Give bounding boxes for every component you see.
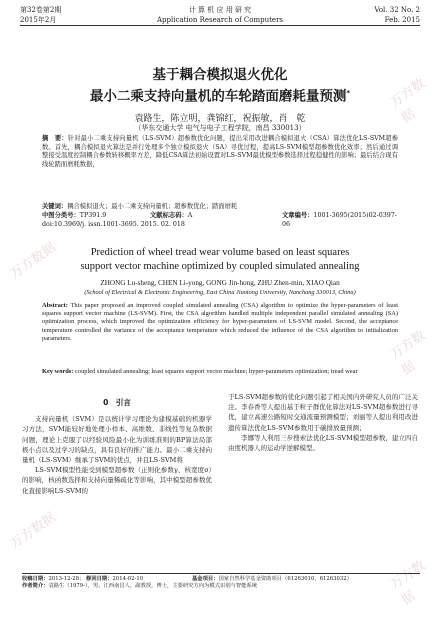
journal-date-en: Feb. 2015 — [384, 16, 420, 24]
keywords-en — [42, 368, 398, 376]
watermark: 万方数据 — [7, 240, 59, 283]
paper-title-cn — [20, 66, 420, 106]
abstract-cn-text: 针对最小二乘支持向量机（LS-SVM）超参数优化问题，提出采用改进耦合模拟退火（CSA）算法优化LS-SVM超参数。首先，耦合模拟退火算法是并行处理多个独立模拟退火（SA）寻优过程，提高LS-SVM模型超参数优化效率；然后通过调整接受温度控制耦合参数转移概率方差，降低CSA算法初始设置对LS-SVM最优模型参数选择过程稳健性的影响；最后结合现有线轮踏面磨耗数据， — [42, 135, 399, 168]
affiliation-en: (School of Electrical & Electronic Engineering, East China Jiaotong University, Nanchang 330013, China) — [84, 289, 356, 296]
keywords-cn — [42, 203, 398, 212]
header-center — [20, 5, 420, 25]
journal-name-en: Application Research of Computers — [156, 16, 284, 24]
fund-field — [192, 576, 352, 583]
body-paragraph: LS-SVM模型性能受到模型超参数（正则化参数γ、核宽度σ）的影响，核函数选择和支持向量稀疏化等影响，其中模型超参数优化直接影响LS-SVM的 — [22, 466, 212, 495]
keywords-en-label: Key words: — [42, 368, 74, 375]
journal-name-cn: 计 算 机 应 用 研 究 — [188, 6, 252, 14]
keywords-en-text: coupled simulated annealing; least squares support vector machine; hyper-parameters optimization; tread wear — [75, 368, 358, 375]
body-paragraph: 于LS-SVM超参数的优化问题引起了相关国内外研究人员的广泛关注。李春香等人提出基于粒子群优化算法对LS-SVM超参数进行寻优，建立高速公路短时交通流量预测模型；刘丽等人提出利用改进遗传算法优化LS-SVM参数用于碳排放量预测； — [228, 393, 418, 432]
revised-label: 修回日期： — [86, 576, 113, 582]
journal-date-cn: 2015年2月 — [20, 16, 57, 24]
authors-cn: 袁路生，陈立明，龚锦红，祝振敏，肖 乾 — [134, 114, 306, 124]
body-paragraph: 李娜等人利用三步搜索法优化LS-SVM模型超参数，建立四自由度机器人的运动学逆解模型。 — [228, 433, 418, 453]
body-paragraph: 支持向量机（SVM）是以统计学习理论为建模基础的机器学习方法，SVM能较好地处理小样本、高维数、非线性等复杂数据问题，理论上克服了以经验风险最小化为训练准则的BP算法局部极小点以及过学习的缺点，具有良好的推广能力。最小二乘支持向量机（LS-SVM）继承了SVM的优点，并且LS-SVM将 — [22, 415, 212, 465]
author-bio — [22, 583, 420, 590]
bio-text: 袁路生（1979-），男，江西南昌人，副教授，博士，主要研究方向为模式识别与智能系统 — [48, 583, 258, 590]
body-column-right — [228, 392, 418, 453]
received-date: 2013-12-28； — [48, 576, 85, 582]
revised-field — [86, 576, 143, 582]
body-column-left — [22, 392, 212, 496]
footnote-dates-row — [22, 576, 420, 583]
received-label: 收稿日期： — [22, 576, 49, 582]
abstract-cn-label: 摘 要： — [42, 135, 68, 142]
article-number-label: 文章编号： — [282, 212, 314, 219]
watermark: 万方数据 — [387, 76, 429, 127]
clc-field — [42, 212, 106, 219]
doc-code-value: A — [187, 212, 193, 219]
en-title-line-1: Prediction of wheel tread wear volume based on least squares — [90, 247, 350, 258]
clc-value: TP391.9 — [79, 212, 107, 219]
watermark: 万方数据 — [7, 510, 59, 553]
journal-volume-cn: 第32卷第2期 — [20, 6, 62, 14]
paper-title-en — [20, 246, 420, 274]
abstract-en — [42, 302, 398, 343]
journal-volume-en: Vol. 32 No. 2 — [374, 6, 420, 14]
watermark: 万方数据 — [387, 328, 429, 379]
keywords-cn-text: 耦合模拟退火；最小二乘支持向量机；超参数优化；踏面磨耗 — [67, 203, 238, 210]
header-right — [374, 5, 420, 25]
revised-date: 2014-02-10 — [112, 576, 144, 582]
article-number-value: 1001-3695(2015)02-0397-06 — [282, 212, 397, 228]
section-heading-introduction: 0 引言 — [103, 398, 131, 407]
en-title-line-2: support vector machine optimized by coupled simulated annealing — [80, 261, 360, 272]
title-line-2-text: 最小二乘支持向量机的车轮踏面磨耗量预测 — [89, 88, 347, 105]
running-header — [20, 4, 420, 26]
abstract-en-text: This paper proposed an improved coupled simulated annealing (CSA) algorithm to optimize the hyper-parameters of least squares support vector machine (LS-SVM). First, the CSA algorithm handled multiple independent parallel simulated annealing (SA) optimization process, which improved the optimization efficiency for hyper-parameters of LS-SVM model. Second, the acceptance temperature controlled the variance of the acceptance temperature which reduced the influence of the CSA algorithm to initialization parameters. — [42, 302, 398, 342]
footnote — [22, 573, 420, 590]
watermark: 万方数据 — [387, 558, 429, 609]
doi: doi:10.3969/j. issn.1001-3695. 2015. 02. 018 — [42, 221, 185, 228]
affiliation-cn: （华东交通大学 电气与电子工程学院，南昌 330013） — [134, 124, 306, 132]
abstract-en-label: Abstract: — [42, 302, 68, 309]
doc-code-field — [150, 212, 192, 221]
clc-label: 中图分类号： — [42, 212, 80, 219]
authors-en: ZHONG Lu-sheng, CHEN Li-yong, GONG Jin-hong, ZHU Zhen-min, XIAO Qian — [100, 279, 340, 287]
fund-label: 基金项目： — [192, 576, 219, 582]
received-field — [22, 576, 84, 582]
title-line-1: 基于耦合模拟退火优化 — [152, 67, 288, 83]
title-line-2 — [20, 84, 420, 106]
title-footnote-mark: * — [346, 89, 351, 97]
doc-code-label: 文献标志码： — [150, 212, 188, 219]
keywords-cn-label: 关键词： — [42, 203, 68, 210]
abstract-cn — [42, 135, 398, 169]
bio-label: 作者简介： — [22, 583, 49, 590]
fund-text: 国家自然科学基金资助项目（61263010，61263032） — [218, 576, 352, 582]
